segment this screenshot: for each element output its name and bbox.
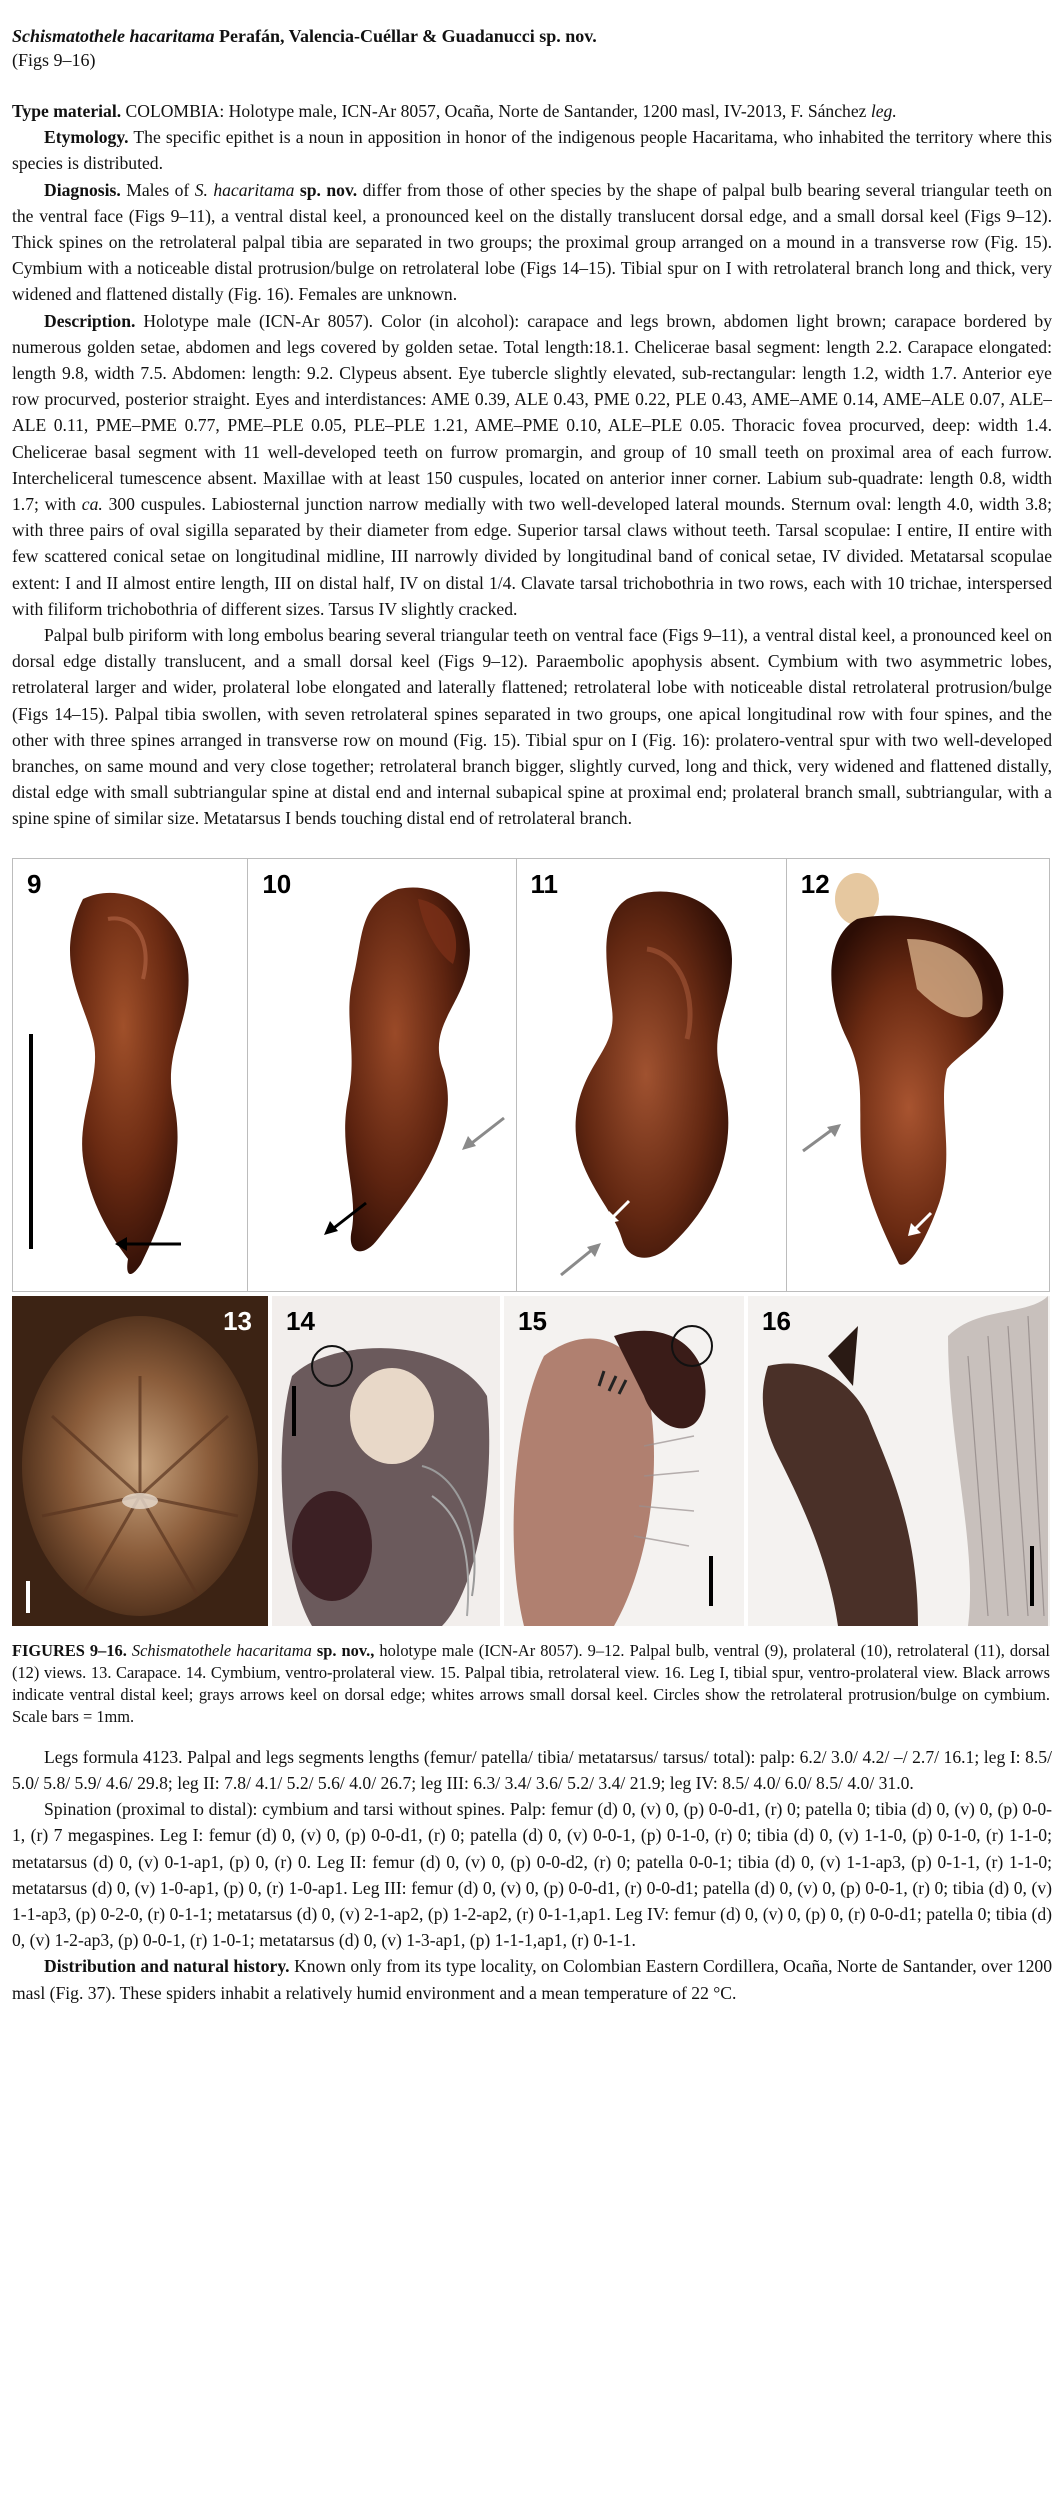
palpal-bulb-prolateral-image bbox=[248, 859, 516, 1291]
caption-label: FIGURES 9–16. bbox=[12, 1640, 127, 1660]
panel-11-palpal-bulb-retrolateral bbox=[517, 859, 787, 1291]
species-authors: Perafán, Valencia-Cuéllar & Guadanucci sp. nov. bbox=[219, 26, 597, 46]
caption-species: Schismatothele hacaritama bbox=[131, 1640, 312, 1660]
species-account-continued bbox=[12, 1744, 1052, 2006]
species-account bbox=[12, 98, 1052, 832]
tibial-spur-image bbox=[748, 1296, 1050, 1626]
palpal-bulb-retrolateral-image bbox=[517, 859, 787, 1291]
figure-plate bbox=[12, 858, 1050, 1728]
panel-number-15: 15 bbox=[518, 1305, 547, 1336]
palpal-bulb-ventral-image bbox=[13, 859, 248, 1291]
etymology-paragraph bbox=[12, 124, 1052, 176]
panel-13-carapace bbox=[12, 1296, 268, 1626]
distribution-text: Known only from its type locality, on Colombian Eastern Cordillera, Ocaña, Norte de Santander, over 1200 masl (Fig. 37). These spiders inhabit a relatively humid environment and a mean temperature of 22 °C. bbox=[12, 1956, 1052, 2003]
description-label: Description. bbox=[44, 310, 136, 331]
scale-bar-13 bbox=[26, 1581, 30, 1613]
description-ca: ca. bbox=[81, 494, 103, 515]
type-material-paragraph bbox=[12, 98, 1052, 124]
black-arrow-icon bbox=[320, 1199, 370, 1239]
species-name: Schismatothele hacaritama bbox=[12, 26, 215, 46]
caption-sp-nov: sp. nov., bbox=[316, 1640, 375, 1660]
palpal-tibia-image bbox=[504, 1296, 744, 1626]
palpal-paragraph: Palpal bulb piriform with long embolus bearing several triangular teeth on ventral face (Figs 9–11), a ventral distal keel, a pronounced keel on dorsal edge distally translucent, and a small dorsal keel (Figs 9–12). Paraembolic apophysis absent. Cymbium with two asymmetric lobes, retrolateral larger and wider, prolateral lobe elongated and laterally flattened; retrolateral lobe with noticeable distal retrolateral protrusion/bulge (Figs 14–15). Palpal tibia swollen, with seven retrolateral spines separated in two groups, one apical longitudinal row with four spines, and the other with three spines arranged in transverse row on mound (Fig. 15). Tibial spur on I (Fig. 16): prolatero-ventral spur with two well-developed branches, on same mound and very close together; retrolateral branch bigger, slightly curved, long and thick, very widened and flattened distally, distal edge with small subtriangular spine at distal end and internal subapical spine at proximal end; prolateral branch small, subtriangular, with a spine spine of similar size. Metatarsus I bends touching distal end of retrolateral branch. bbox=[12, 625, 1052, 829]
gray-arrow-icon bbox=[799, 1121, 845, 1155]
panel-number-9: 9 bbox=[27, 868, 42, 899]
white-arrow-icon bbox=[905, 1209, 935, 1239]
panel-number-10: 10 bbox=[262, 868, 292, 899]
page bbox=[12, 10, 1052, 2006]
gray-arrow-icon bbox=[557, 1239, 607, 1279]
carapace-image bbox=[12, 1296, 268, 1626]
panel-number-13: 13 bbox=[223, 1305, 252, 1336]
description-text-1: Holotype male (ICN-Ar 8057). Color (in alcohol): carapace and legs brown, abdomen light brown; carapace bordered by numerous golden setae, abdomen and legs covered by golden setae. Total length:18.1. Chelicerae basal segment: length 2.2. Carapace elongated: length 9.8, width 7.5. Abdomen: length: 9.2. Clypeus absent. Eye tubercle slightly elevated, sub-rectangular: length 1.2, width 1.7. Anterior eye row procurved, posterior straight. Eyes and interdistances: AME 0.39, ALE 0.43, PME 0.22, PLE 0.43, AME–AME 0.14, AME–ALE 0.07, ALE–ALE 0.11, PME–PME 0.77, PME–PLE 0.05, PLE–PLE 1.21, AME–PME 0.10, ALE–PLE 0.05. Thoracic fovea procurved, deep: width 1.4. Chelicerae basal segment with 11 well-developed teeth on furrow promargin, and group of 10 small teeth on proximal area of each furrow. Intercheliceral tumescence absent. Maxillae with at least 150 cuspules, located on anterior inner corner. Labium sub-quadrate: length 0.8, width 1.7; with bbox=[12, 310, 1052, 515]
diagnosis-species: S. hacaritama bbox=[194, 179, 295, 200]
type-material-text: COLOMBIA: Holotype male, ICN-Ar 8057, Ocaña, Norte de Santander, 1200 masl, IV-2013, F. Sánchez bbox=[125, 101, 867, 121]
cymbium-image bbox=[272, 1296, 500, 1626]
distribution-paragraph bbox=[12, 1953, 1052, 2005]
scale-bar-14 bbox=[292, 1386, 296, 1436]
etymology-label: Etymology. bbox=[44, 127, 129, 148]
figure-row-carapace-cymbium-tibia bbox=[12, 1296, 1050, 1626]
species-title bbox=[12, 24, 1052, 48]
legs-formula-paragraph: Legs formula 4123. Palpal and legs segments lengths (femur/ patella/ tibia/ metatarsus/ tarsus/ total): palp: 6.2/ 3.0/ 4.2/ –/ 2.7/ 16.1; leg I: 8.5/ 5.0/ 5.8/ 5.9/ 4.6/ 29.8; leg II: 7.8/ 4.1/ 5.2/ 5.6/ 4.0/ 26.7; leg III: 6.3/ 3.4/ 3.6/ 5.2/ 3.4/ 21.9; leg IV: 8.5/ 4.0/ 6.0/ 8.5/ 4.0/ 31.0. bbox=[12, 1746, 1052, 1793]
scale-bar-9 bbox=[29, 1034, 33, 1249]
description-paragraph bbox=[12, 308, 1052, 622]
panel-number-12: 12 bbox=[800, 868, 830, 899]
panel-number-11: 11 bbox=[530, 868, 559, 899]
panel-12-palpal-bulb-dorsal bbox=[787, 859, 1049, 1291]
panel-14-cymbium bbox=[272, 1296, 500, 1626]
panel-9-palpal-bulb-ventral bbox=[13, 859, 248, 1291]
species-figs-reference: (Figs 9–16) bbox=[12, 50, 96, 70]
white-arrow-icon bbox=[603, 1197, 633, 1227]
diagnosis-label: Diagnosis. bbox=[44, 179, 121, 200]
panel-16-tibial-spur bbox=[748, 1296, 1050, 1626]
spination-paragraph: Spination (proximal to distal): cymbium and tarsi without spines. Palp: femur (d) 0, (v) 0, (p) 0-0-d1, (r) 0; patella 0; tibia (d) 0, (v) 0, (p) 0-0-1, (r) 7 megaspines. Leg I: femur (d) 0, (v) 0, (p) 0-0-d1, (r) 0; patella (d) 0, (v) 0-0-1, (p) 0-1-0, (r) 0; tibia (d) 0, (v) 1-1-0, (p) 0-1-0, (r) 1-1-0; metatarsus (d) 0, (v) 0-1-ap1, (p) 0, (r) 0. Leg II: femur (d) 0, (v) 0, (p) 0-0-d2, (r) 0; patella 0-0-1; tibia (d) 0, (v) 1-1-ap3, (p) 0-1-1, (r) 1-1-0; metatarsus (d) 0, (v) 1-0-ap1, (p) 0, (r) 1-0-ap1. Leg III: femur (d) 0, (v) 0, (p) 0-0-d1, (r) 0-0-d1; patella (d) 0, (v) 0, (p) 0-0-1, (r) 0; tibia (d) 0, (v) 1-1-ap3, (p) 0-2-0, (r) 0-1-1; metatarsus (d) 0, (v) 2-1-ap2, (p) 1-2-ap2, (r) 0-1-1,ap1. Leg IV: femur (d) 0, (v) 0, (p) 0, (r) 0-0-d1; patella 0; tibia (d) 0, (v) 1-2-ap3, (p) 0-0-1, (r) 1-0-1; metatarsus (d) 0, (v) 1-3-ap1, (p) 1-1-1,ap1, (r) 0-1-1. bbox=[12, 1799, 1052, 1951]
gray-arrow-icon bbox=[458, 1114, 508, 1154]
description-text-2: 300 cuspules. Labiosternal junction narrow medially with two well-developed lateral mounds. Sternum oval: length 4.0, width 3.8; with three pairs of oval sigilla separated by their diameter from edge. Superior tarsal claws without teeth. Tarsal scopulae: I entire, II entire with few scattered conical setae on longitudinal midline, III narrowly divided by longitudinal band of conical setae, IV divided. Metatarsal scopulae extent: I and II almost entire length, III on distal half, IV on distal 1/4. Clavate tarsal trichobothria in two rows, each with 10 trichae, interspersed with filiform trichobothria of different sizes. Tarsus IV slightly cracked. bbox=[12, 494, 1052, 619]
caption-text: holotype male (ICN-Ar 8057). 9–12. Palpal bulb, ventral (9), prolateral (10), retrolateral (11), dorsal (12) views. 13. Carapace. 14. Cymbium, ventro-prolateral view. 15. Palpal tibia, retrolateral view. 16. Leg I, tibial spur, ventro-prolateral view. Black arrows indicate ventral distal keel; grays arrows keel on dorsal edge; whites arrows small dorsal keel. Circles show the retrolateral protrusion/bulge on cymbium. Scale bars = 1mm. bbox=[12, 1640, 1050, 1726]
figure-row-palpal-bulb bbox=[12, 858, 1050, 1292]
figure-caption bbox=[12, 1640, 1050, 1728]
black-arrow-icon bbox=[113, 1234, 183, 1254]
diagnosis-lead: Males of bbox=[126, 179, 190, 200]
type-material-leg: leg. bbox=[870, 101, 897, 121]
distribution-label: Distribution and natural history. bbox=[44, 1956, 290, 1977]
panel-10-palpal-bulb-prolateral bbox=[248, 859, 516, 1291]
diagnosis-sp-nov: sp. nov. bbox=[299, 179, 358, 200]
type-material-label: Type material. bbox=[12, 101, 122, 121]
panel-15-palpal-tibia bbox=[504, 1296, 744, 1626]
diagnosis-paragraph bbox=[12, 177, 1052, 308]
etymology-text: The specific epithet is a noun in apposition in honor of the indigenous people Hacaritama, who inhabited the territory where this species is distributed. bbox=[12, 127, 1052, 174]
panel-number-16: 16 bbox=[762, 1305, 791, 1336]
panel-number-14: 14 bbox=[286, 1305, 315, 1336]
scale-bar-15 bbox=[709, 1556, 713, 1606]
diagnosis-text: differ from those of other species by the shape of palpal bulb bearing several triangular teeth on the ventral face (Figs 9–11), a ventral distal keel, a pronounced keel on the distally translucent dorsal edge, and a small dorsal keel (Figs 9–12). Thick spines on the retrolateral palpal tibia are separated in two groups; the proximal group arranged on a mound in a transverse row (Fig. 15). Cymbium with a noticeable distal protrusion/bulge on retrolateral lobe (Figs 14–15). Tibial spur on I with retrolateral branch long and thick, very widened and flattened distally (Fig. 16). Females are unknown. bbox=[12, 179, 1052, 305]
scale-bar-16 bbox=[1030, 1546, 1034, 1606]
